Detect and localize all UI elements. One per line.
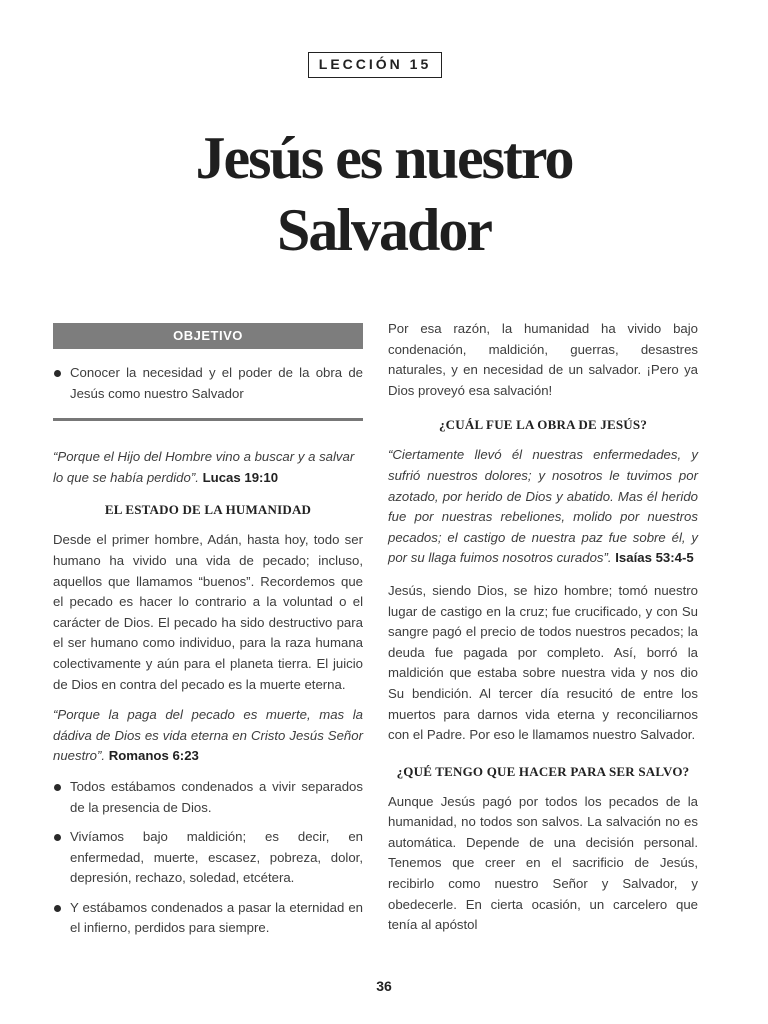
objective-divider xyxy=(53,418,363,421)
lesson-label: LECCIÓN 15 xyxy=(308,52,442,78)
section-paragraph-salvo: Aunque Jesús pagó por todos los pecados de la humanidad, no todos son salvos. La salvación no es automática. Depende de una decisión personal. Tenemos que creer en el sacrificio de Jesús, recibirlo como nuestro Señor y Salvador, y obedecerle. En cierta ocasión, un carcelero que tenía al apóstol xyxy=(388,793,698,933)
condition-item: Vivíamos bajo maldición; es decir, en enfermedad, muerte, escasez, pobreza, dolor, depresión, rechazo, soledad, etcétera. xyxy=(53,827,363,889)
verse-text: “Porque la paga del pecado es muerte, mas la dádiva de Dios es vida eterna en Cristo Jesús Señor nuestro”. xyxy=(53,707,363,764)
section-heading-obra: ¿CUÁL FUE LA OBRA DE JESÚS? xyxy=(438,417,648,433)
section-paragraph-estado: Desde el primer hombre, Adán, hasta hoy, todo ser humano ha vivido una vida de pecado; incluso, aquellos que llamamos “buenos”. Recordemos que el pecado es hacer lo contrario a la voluntad o el carácter de Dios. El pecado ha sido destructivo para el ser humano como individuo, para la raza humana colectivamente y aún para el planeta tierra. El juicio de Dios en contra del pecado es la muerte eterna. xyxy=(53,532,363,692)
section-heading-salvo: ¿QUÉ TENGO QUE HACER PARA SER SALVO? xyxy=(396,763,690,779)
page-title-line-1: Jesús es nuestro xyxy=(195,125,573,191)
condition-list xyxy=(53,777,363,939)
section-paragraph-obra: Jesús, siendo Dios, se hizo hombre; tomó nuestro lugar de castigo en la cruz; fue crucificado, y con Su sangre pagó el precio de todos nuestros pecados; la deuda fue pagada por completo. Así, borró la maldición que estaba sobre nuestra vida y nos dio Su bendición. Al tercer día resucitó de entre los muertos para darnos vida eterna y reconciliarnos con el Padre. Por eso le llamamos nuestro Salvador. xyxy=(388,582,698,743)
section-heading-estado: EL ESTADO DE LA HUMANIDAD xyxy=(104,502,312,518)
condition-item: Todos estábamos condenados a vivir separados de la presencia de Dios. xyxy=(53,777,363,818)
verse-text: “Porque el Hijo del Hombre vino a buscar y a salvar lo que se había perdido”. xyxy=(53,449,355,485)
page-title xyxy=(84,122,684,266)
verse-text: “Ciertamente llevó él nuestras enfermedades, y sufrió nuestros dolores; y nosotros le tuvimos por azotado, por herido de Dios y abatido. Mas él herido fue por nuestras rebeliones, molido por nuestros pecados; el castigo de nuestra paz fue sobre él, y por su llaga fuimos nosotros curados”. xyxy=(388,447,698,566)
right-column xyxy=(388,319,698,936)
verse-reference: Isaías 53:4-5 xyxy=(615,550,694,566)
verse-romanos xyxy=(53,705,363,767)
page-title-line-2: Salvador xyxy=(276,197,492,263)
verse-isaias xyxy=(388,445,698,569)
verse-reference: Lucas 19:10 xyxy=(202,469,279,485)
left-column xyxy=(53,323,363,948)
verse-lucas xyxy=(53,447,363,488)
objective-heading: OBJETIVO xyxy=(53,323,363,349)
verse-reference: Romanos 6:23 xyxy=(108,748,199,764)
objective-list xyxy=(53,363,363,404)
page-number: 36 xyxy=(376,978,392,994)
condition-item: Y estábamos condenados a pasar la eternidad en el infierno, perdidos para siempre. xyxy=(53,898,363,939)
intro-paragraph: Por esa razón, la humanidad ha vivido bajo condenación, maldición, guerras, desastres naturales, y en necesidad de un salvador. ¡Pero ya Dios proveyó esa salvación! xyxy=(388,321,698,398)
objective-item: Conocer la necesidad y el poder de la obra de Jesús como nuestro Salvador xyxy=(53,363,363,404)
